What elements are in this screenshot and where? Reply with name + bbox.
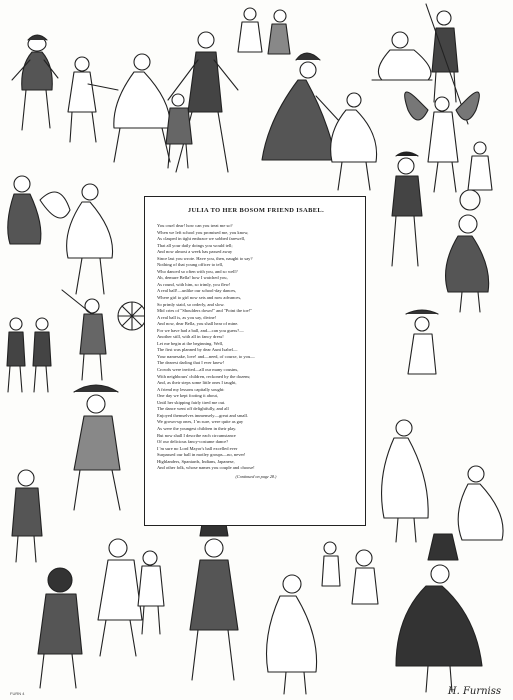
figure-child-wide-hat: [406, 310, 438, 374]
figure-lady-striped-dress: [262, 53, 340, 160]
poem-line: We grown-up ones, I 'm sure, were quite as gay: [157, 419, 244, 425]
figure-boy-sword: [62, 290, 106, 380]
poem-line: But now shall I describe each circumstance: [157, 432, 236, 438]
poem-line: As round, with him, so trimly, you flew!: [157, 281, 231, 287]
figure-girl-fan: [8, 176, 70, 244]
poem-line: A real ball is, as you say, divine!: [157, 314, 217, 320]
poem-line: Since last you wrote. Have you, then, naught to say?: [157, 255, 253, 261]
poem-lines: [157, 223, 355, 472]
poem-line: Another still, with all in fancy dress!: [157, 334, 224, 340]
plate-reference: FURN 4: [10, 691, 25, 696]
poem-line: Nothing of that young officer to tell,: [157, 262, 224, 268]
poem-line: Your namesake, love! and—need, of course, to you—: [157, 353, 255, 359]
poem-line: Until her skipping fairly tired me out.: [157, 399, 226, 405]
poem-line: And, as their steps some little ones I taught,: [157, 380, 237, 386]
figure-boy-dark-coat: [38, 568, 82, 688]
figure-cavalier-boy: [74, 385, 120, 510]
figure-small-dolls: [322, 542, 378, 604]
poem-line: I 'm sure no Lord Mayor's ball excelled ever: [157, 445, 238, 451]
figure-dancer-white-dress: [88, 54, 170, 162]
poem-line: Of our delicious fancy-costume dance?: [157, 439, 229, 445]
poem-line: Ah, demure Bella! how I watched you,: [157, 275, 228, 281]
poem-line: And now, dear Bella, you shall hear of mine.: [157, 321, 239, 327]
poem-line: So primly staid, so orderly, and slow.: [157, 301, 225, 307]
poem-line: The first was planned by dear Aunt Isabel—: [157, 347, 238, 353]
poem-line: One day we kept footing it about,: [157, 393, 218, 399]
figure-wheel: [118, 302, 146, 330]
artist-signature: H. Furniss: [447, 686, 501, 697]
poem-line: That all your daily doings you would tell;: [157, 242, 233, 248]
poem-line: As were the youngest children in their play.: [157, 425, 237, 431]
poem-line: The dance went off delightfully, and all: [157, 406, 229, 412]
poem-line: Mid cries of "Shoulders down!" and "Point the toe!": [157, 308, 253, 314]
figure-girl-ruffled-dress: [331, 93, 377, 190]
poem-line: When we left school you promised me, you know,: [157, 229, 249, 235]
poem-line: Surpassed our ball in motley groups—no, never!: [157, 452, 246, 458]
poem-title: JULIA TO HER BOSOM FRIEND ISABEL.: [187, 207, 325, 214]
figure-girl-bonnet: [446, 215, 489, 312]
poem-line: For we have had a ball, and—can you guess?—: [157, 327, 244, 333]
figure-boy-bowler: [12, 470, 42, 562]
poem-line: And now almost a week has passed away: [157, 249, 233, 255]
figure-seated-girl: [372, 32, 432, 80]
figure-girl-apron: [67, 184, 113, 294]
poem-line: And other folk, whose names you couple and choose!: [157, 465, 255, 471]
poem-line: Who danced so often with you, and so well?: [157, 268, 238, 274]
figure-girl-apron-bottom: [267, 575, 317, 694]
poem-line: With neighbours' children, reckoned by the dozens;: [157, 373, 251, 379]
poem-line: A real ball!—unlike our school-day dances,: [157, 288, 237, 294]
poem-line: Let me begin at the beginning. Well,: [157, 340, 224, 346]
figure-two-boys: [7, 318, 51, 392]
poem-panel: [144, 196, 366, 526]
poem-line: The dearest darling that I ever knew!: [157, 360, 225, 366]
figure-boy-hussar: [138, 551, 164, 634]
figure-lady-dark-dress: [396, 534, 482, 692]
figure-girl-dancing-right: [458, 466, 503, 540]
continued-note: (Continued on page 28.): [235, 473, 277, 479]
poem-line: You cruel dear! how can you treat me so?: [157, 223, 233, 228]
figure-small-child-left: [68, 57, 96, 142]
figure-nurse: [12, 35, 58, 130]
figure-child-top-right: [238, 8, 290, 54]
poem-line: As clasped in tight embrace we sobbed farewell,: [157, 236, 246, 242]
figure-toreador: [392, 152, 422, 266]
figure-boy-tall-hat: [190, 512, 238, 680]
poem-line: Enjoyed themselves immensely—great and small.: [157, 412, 249, 418]
poem-line: Where girl to girl now sets and now advances,: [157, 295, 242, 301]
poem-line: Highlanders, Spaniards, Indians, Japanese,: [157, 458, 235, 464]
poem-line: Crowds were invited—all our many cousins,: [157, 367, 239, 373]
figure-child-hoop: [460, 142, 492, 210]
poem-line: A friend my lessons capitally sought:: [157, 386, 225, 392]
figure-small-boy-center: [166, 94, 192, 168]
figure-child-bottom-left: [98, 539, 142, 656]
figure-lady-bustle: [382, 420, 429, 542]
